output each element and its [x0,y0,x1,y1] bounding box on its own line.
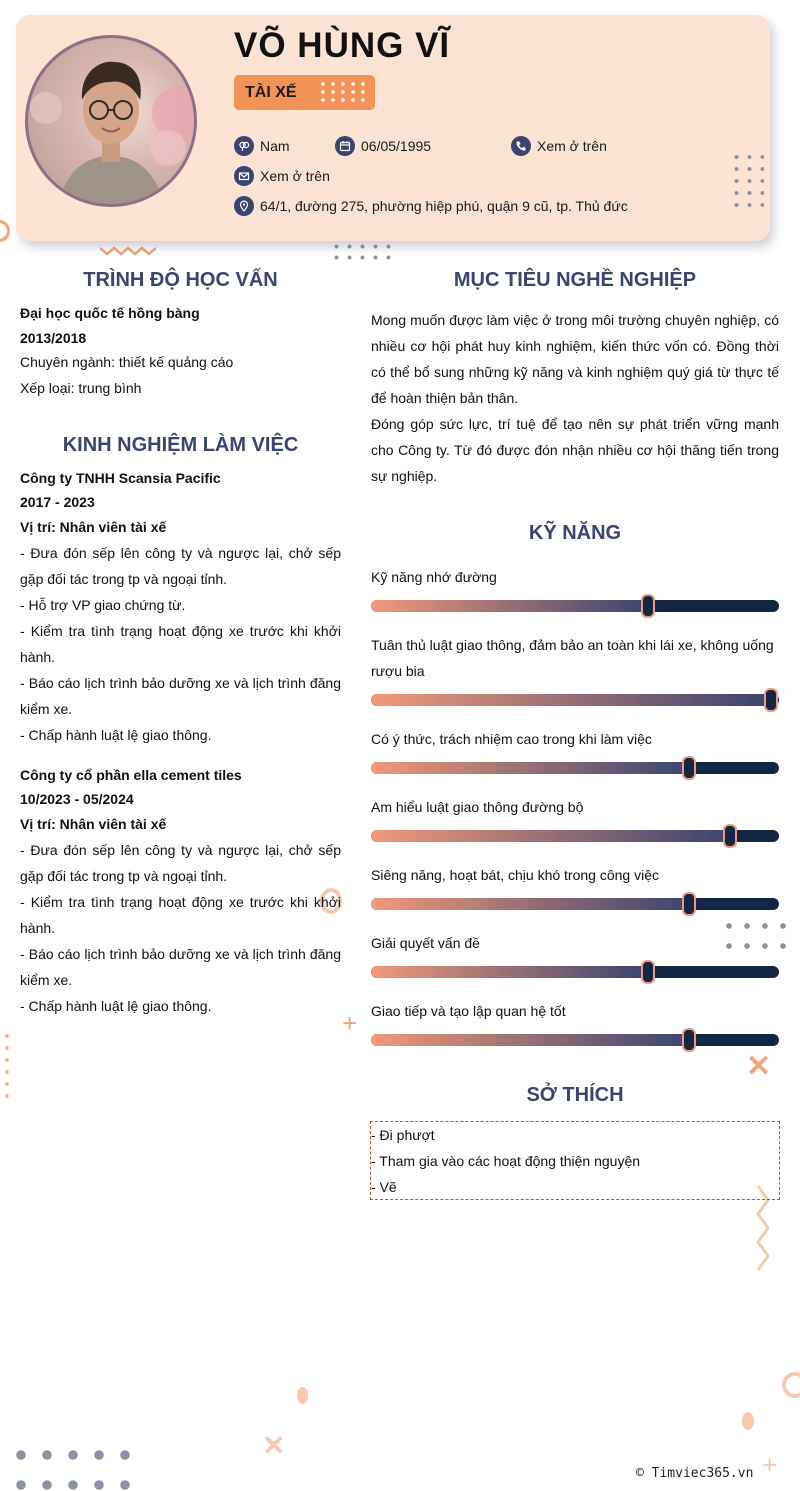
decor-circle-left [0,220,10,242]
footer-copyright: © Timviec365.vn [636,1466,754,1481]
skill-level-bar [371,1034,779,1046]
avatar [25,35,197,207]
decor-x-bottom: ✕ [262,1430,286,1461]
job-duty: - Chấp hành luật lệ giao thông. [20,998,212,1014]
decor-zigzag-top [100,244,156,256]
skill-level-bar [371,966,779,978]
badge-dots-decor [318,80,368,104]
job-position: Vị trí: Nhân viên tài xế [20,519,167,535]
hobby-item: - Tham gia vào các hoạt động thiện nguyện [371,1153,641,1169]
skill-level-fill [371,694,771,706]
phone-row [511,136,607,156]
skill-level-fill [371,762,689,774]
job-duty: - Kiểm tra tình trạng hoạt động xe trước khi khởi hành. [20,623,341,665]
job-duty: - Đưa đón sếp lên công ty và ngược lại, chở sếp gặp đối tác trong tp và ngoại tỉnh. [20,545,341,587]
job-period: 2017 - 2023 [20,494,95,510]
education-major: Chuyên ngành: thiết kế quảng cáo [20,354,234,370]
decor-oval-bottom-right [742,1412,754,1430]
decor-plus-middle: + [342,1008,358,1038]
decor-x-right: ✕ [746,1050,772,1083]
skill-level-knob [682,892,696,916]
skill-level-fill [371,600,648,612]
hobby-item: - Vẽ [371,1179,397,1195]
skill-label: Giải quyết vấn đề [371,935,480,951]
objective-heading: MỤC TIÊU NGHỀ NGHIỆP [453,269,697,291]
experience-heading: KINH NGHIỆM LÀM VIỆC [62,434,299,456]
decor-dots-bottom-left [8,1440,136,1490]
skill-level-bar [371,830,779,842]
decor-oval-bottom-middle [297,1387,308,1404]
job-duty: - Hỗ trợ VP giao chứng từ. [20,597,186,613]
mail-icon [234,166,254,186]
job-title: TÀI XẾ [245,84,297,101]
job-company: Công ty cổ phần ella cement tiles [20,767,242,783]
skill-level-fill [371,966,648,978]
skill-level-knob [641,594,655,618]
hobbies-list [370,1121,780,1200]
job-position: Vị trí: Nhân viên tài xế [20,816,167,832]
skill-label: Am hiểu luật giao thông đường bộ [371,799,584,815]
email-value: Xem ở trên [260,168,330,184]
calendar-icon [335,136,355,156]
candidate-name: VÕ HÙNG VĨ [234,26,451,65]
decor-dots-left-edge [2,1030,12,1100]
education-years: 2013/2018 [20,330,87,346]
education-school: Đại học quốc tế hồng bàng [20,305,200,321]
birthdate-value: 06/05/1995 [361,138,432,154]
skill-level-bar [371,694,779,706]
job-duty: - Kiểm tra tình trạng hoạt động xe trước khi khởi hành. [20,894,341,936]
skill-level-fill [371,898,689,910]
phone-value: Xem ở trên [537,138,607,154]
job-period: 10/2023 - 05/2024 [20,791,134,807]
skill-level-knob [682,1028,696,1052]
skill-label: Giao tiếp và tạo lập quan hệ tốt [371,1003,566,1019]
location-pin-icon [234,196,254,216]
objective-paragraph-2: Đóng góp sức lực, trí tuệ để tạo nên sự phát triển vững mạnh cho Công ty. Từ đó được đón nhận nhiều cơ hội thăng tiến trong sự nghiệp. [371,416,779,484]
address-row [234,196,628,216]
skill-label: Tuân thủ luật giao thông, đảm bảo an toàn khi lái xe, không uống rượu bia [371,637,774,679]
job-duty: - Chấp hành luật lệ giao thông. [20,727,212,743]
job-duty: - Báo cáo lịch trình bảo dưỡng xe và lịch trình đăng kiểm xe. [20,946,341,988]
skills-heading: KỸ NĂNG [528,522,622,544]
job-duty: - Báo cáo lịch trình bảo dưỡng xe và lịch trình đăng kiểm xe. [20,675,341,717]
skill-level-bar [371,762,779,774]
gender-row [234,136,290,156]
birthdate-row [335,136,431,156]
gender-icon [234,136,254,156]
skill-label: Có ý thức, trách nhiệm cao trong khi làm việc [371,731,652,747]
decor-dots-header-right [730,151,764,209]
skill-level-fill [371,830,730,842]
education-heading: TRÌNH ĐỘ HỌC VẤN [83,269,278,291]
email-row [234,166,330,186]
phone-icon [511,136,531,156]
skill-level-fill [371,1034,689,1046]
skill-label: Siêng năng, hoạt bát, chịu khó trong công việc [371,867,659,883]
skill-level-knob [764,688,778,712]
job-company: Công ty TNHH Scansia Pacific [20,470,221,486]
skill-label: Kỹ năng nhớ đường [371,569,497,585]
job-title-badge [234,75,375,110]
decor-ring-bottom-right [782,1372,800,1398]
objective-paragraph-1: Mong muốn được làm việc ở trong môi trường chuyên nghiệp, có nhiều cơ hội phát huy kinh nghiệm, kiến thức vốn có. Đồng thời có thể bổ sung những kỹ năng và kinh nghiệm quý giá từ thực tế để hoàn thiện bản thân. [371,312,779,406]
skill-level-knob [682,756,696,780]
hobby-item: - Đi phượt [371,1127,435,1143]
skill-level-knob [641,960,655,984]
avatar-portrait [28,38,194,204]
gender-value: Nam [260,138,290,154]
hobbies-heading: SỞ THÍCH [526,1084,624,1106]
skill-level-bar [371,600,779,612]
education-grade: Xếp loại: trung bình [20,380,142,396]
skill-level-knob [723,824,737,848]
skill-level-bar [371,898,779,910]
job-duty: - Đưa đón sếp lên công ty và ngược lại, chở sếp gặp đối tác trong tp và ngoại tỉnh. [20,842,341,884]
decor-plus-bottom-right: + [762,1450,778,1480]
address-value: 64/1, đường 275, phường hiệp phú, quận 9 cũ, tp. Thủ đức [260,198,628,214]
